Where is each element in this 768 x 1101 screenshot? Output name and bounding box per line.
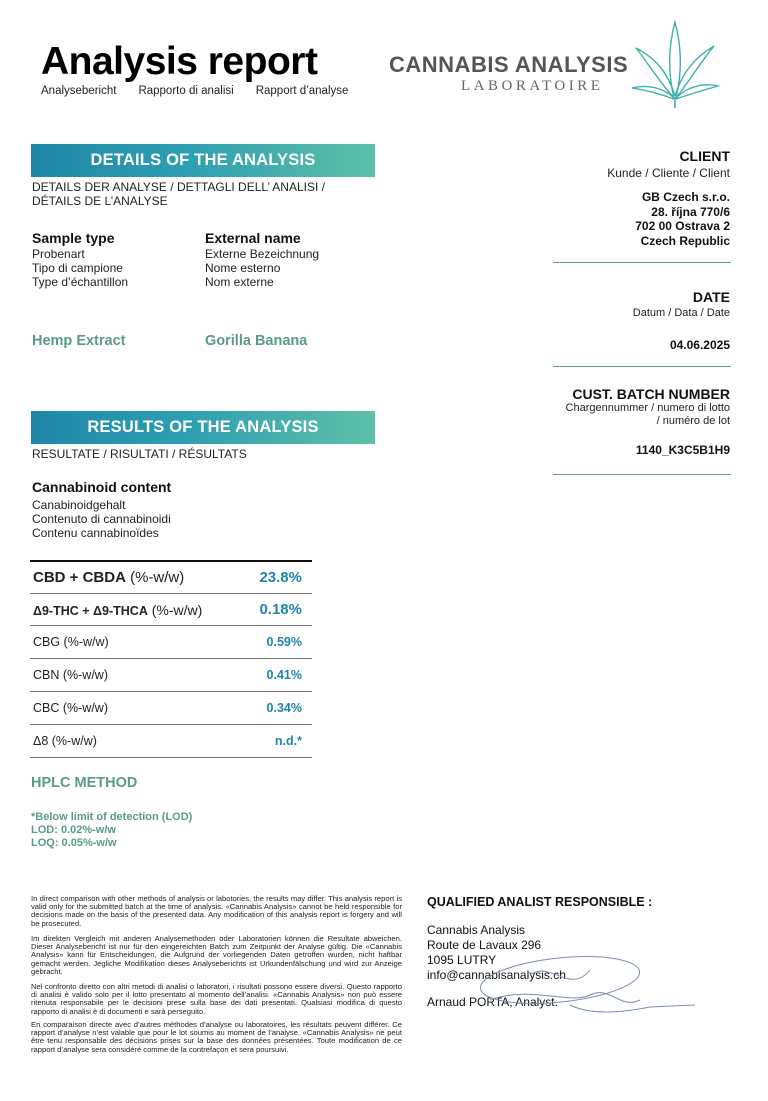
- sample-type-translations: [32, 247, 128, 289]
- result-value: 0.59%: [266, 635, 302, 649]
- result-row: [30, 594, 312, 626]
- content-it: Contenuto di cannabinoidi: [32, 512, 171, 526]
- client-address: [635, 190, 730, 248]
- sample-type-heading: Sample type: [32, 230, 115, 246]
- analyst-name: Arnaud PORTA, Analyst.: [427, 995, 558, 1009]
- batch-value: 1140_K3C5B1H9: [635, 443, 730, 457]
- result-row: [30, 626, 312, 659]
- result-row: [30, 659, 312, 692]
- disclaimer-en: In direct comparison with other methods of analysis or labotories, the results may differ. This analysis report is valid only for the submitted batch at the time of analysis. «Cannabis Analysis» cannot be held responsible for decisions made on the basis of the presented data. Any modification of this analysis report is forgery and will be prosecuted.: [31, 894, 402, 928]
- result-value: 0.18%: [259, 601, 302, 618]
- external-name-it: Nome esterno: [205, 261, 281, 275]
- report-title: Analysis report: [41, 40, 318, 83]
- external-name-translations: [205, 247, 319, 289]
- details-section-bar: DETAILS OF THE ANALYSIS: [31, 144, 375, 177]
- method-notes: [31, 811, 192, 850]
- disclaimer-it: Nel confronto diretto con altri metodi di analisi o laboratori, i risultati possono essere diversi. Questo rapporto di analisi è valido solo per il lotto presentato al momento dell’analisi. «Cannabis Analysis» non può essere ritenuta responsabile per le decisioni prese sulla base dei dati presentati. Qualsiasi modifica di questo rapporto di analisi è di documenti e sarà perseguito.: [31, 982, 402, 1016]
- result-name: CBD + CBDA (%-w/w): [33, 569, 185, 586]
- date-heading: DATE: [692, 289, 730, 305]
- batch-heading: CUST. BATCH NUMBER: [572, 386, 730, 402]
- lod-value: LOD: 0.02%-w/w: [31, 824, 116, 836]
- disclaimer-fr: En comparaison directe avec d’autres méthodes d’analyse ou laboratoires, les résultats peuvent différer. Ce rapport d’analyse n’est valable que pour le lot soumis au moment de l’analyse. «Cannabis Analysis» ne peut être tenu responsable des décisions prises sur la base des données présentées. Toute modification de ce rapport d’analyse sera considéré comme de la contrefaçon et sera poursuivi.: [31, 1020, 402, 1054]
- external-name-value: Gorilla Banana: [205, 333, 308, 349]
- subtitle-de: Analysebericht: [41, 85, 117, 97]
- result-row: [30, 692, 312, 725]
- divider: [553, 262, 731, 263]
- date-value: 04.06.2025: [669, 338, 730, 352]
- content-fr: Contenu cannabinoïdes: [32, 526, 159, 540]
- client-company: GB Czech s.r.o.: [641, 190, 730, 204]
- responsible-city: 1095 LUTRY: [427, 953, 497, 967]
- details-translation-1: DETAILS DER ANALYSE / DETTAGLI DELL’ ANALISI /: [32, 180, 325, 194]
- client-country: Czech Republic: [640, 233, 730, 248]
- result-value: 0.34%: [266, 701, 302, 715]
- result-name: CBN (%-w/w): [33, 668, 108, 682]
- loq-value: LOQ: 0.05%-w/w: [31, 837, 117, 849]
- results-translation: RESULTATE / RISULTATI / RÉSULTATS: [32, 447, 247, 461]
- date-translation: Datum / Data / Date: [632, 307, 730, 319]
- result-value: 0.41%: [266, 668, 302, 682]
- cannabinoid-content-heading: Cannabinoid content: [32, 479, 172, 495]
- disclaimer-de: Im direkten Vergleich mit anderen Analysemethoden oder Laboratorien können die Resultate abweichen. Dieser Analysebericht ist nur für den eingereichten Batch zum Zeitpunkt der Analyse gültig. Die «Cannabis Analysis» kann für Entscheidungen, die Aufgrund der vorliegenden Daten getroffen wurden, nicht haftbar gemacht werden. Jegliche Modifikation dieses Analyseberichts ist Urkundenfälschung und wird zur Anzeige gebracht.: [31, 934, 402, 976]
- logo-name: CANNABIS ANALYSIS: [389, 52, 629, 77]
- sample-type-fr: Type d’échantillon: [32, 275, 129, 289]
- subtitle-fr: Rapport d’analyse: [255, 85, 349, 97]
- client-translation: Kunde / Cliente / Client: [607, 166, 730, 180]
- cannabinoid-content-translations: [32, 498, 171, 540]
- result-name: CBC (%-w/w): [33, 701, 108, 715]
- sample-type-value: Hemp Extract: [32, 333, 126, 349]
- details-translation-2: DÉTAILS DE L’ANALYSE: [32, 194, 168, 208]
- client-city: 702 00 Ostrava 2: [635, 219, 730, 233]
- client-street: 28. října 770/6: [651, 204, 730, 219]
- responsible-street: Route de Lavaux 296: [427, 938, 542, 952]
- responsible-heading: QUALIFIED ANALIST RESPONSIBLE :: [427, 895, 653, 909]
- signature-icon: [470, 955, 700, 1025]
- cannabis-leaf-logo-icon: [628, 18, 722, 108]
- batch-translation-1: Chargennummer / numero di lotto: [565, 402, 730, 414]
- divider: [553, 474, 731, 475]
- result-row: [30, 725, 312, 758]
- results-section-bar: RESULTS OF THE ANALYSIS: [31, 411, 375, 444]
- result-name: CBG (%-w/w): [33, 635, 109, 649]
- responsible-email[interactable]: info@cannabisanalysis.ch: [427, 968, 566, 982]
- result-name: Δ8 (%-w/w): [33, 734, 97, 748]
- report-subtitles: [41, 85, 370, 97]
- batch-translation-2: / numéro de lot: [656, 415, 730, 427]
- logo-subtitle: LABORATOIRE: [461, 78, 604, 94]
- content-de: Canabinoidgehalt: [32, 498, 126, 512]
- result-value: 23.8%: [259, 569, 302, 586]
- external-name-fr: Nom externe: [205, 275, 274, 289]
- lod-note: *Below limit of detection (LOD): [31, 811, 193, 823]
- batch-translation: [566, 402, 730, 428]
- subtitle-it: Rapporto di analisi: [138, 85, 234, 97]
- external-name-de: Externe Bezeichnung: [205, 247, 320, 261]
- sample-type-de: Probenart: [32, 247, 85, 261]
- result-row: [30, 562, 312, 594]
- client-heading: CLIENT: [679, 148, 730, 164]
- result-value: n.d.*: [274, 734, 302, 748]
- external-name-heading: External name: [205, 230, 301, 246]
- result-name: Δ9-THC + Δ9-THCA (%-w/w): [33, 601, 203, 618]
- divider: [553, 366, 731, 367]
- method-heading: HPLC METHOD: [31, 775, 138, 791]
- responsible-company: Cannabis Analysis: [427, 923, 526, 937]
- sample-type-it: Tipo di campione: [32, 261, 123, 275]
